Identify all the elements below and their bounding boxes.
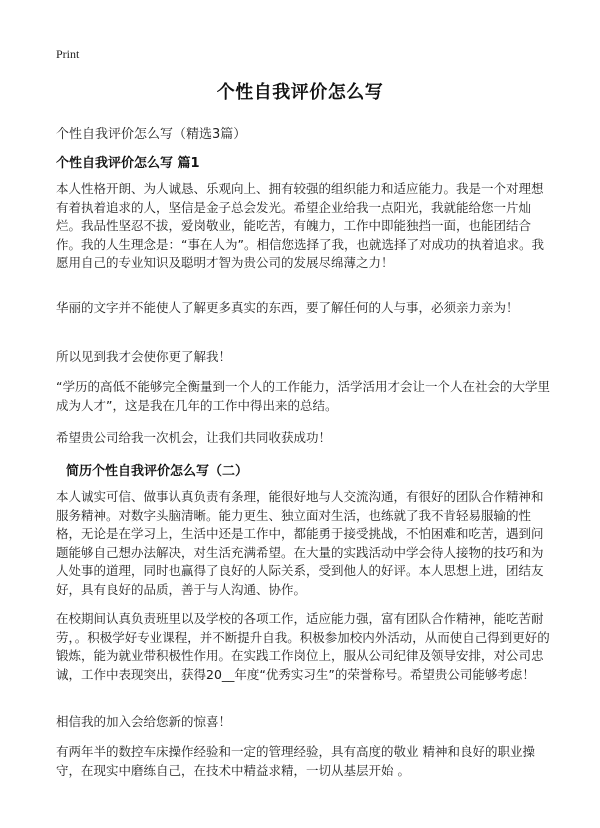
paragraph: 希望贵公司给我一次机会，让我们共同收获成功！ — [56, 430, 332, 445]
section-heading-2: 简历个性自我评价怎么写（二） — [66, 464, 249, 479]
paragraph: 所以见到我才会使你更了解我！ — [56, 349, 232, 364]
paragraph: 在校期间认真负责班里以及学校的各项工作，适应能力强，富有团队合作精神，能吃苦耐劳，。积极学好专业课程，并不断提升自我。积极参加校内外活动，从而使自己得到更好的锻炼，能为就业带积极性作用。在实践工作岗位上，服从公司纪律及领导安排，对公司忠诚，工作中表现突出，获得20__年度“优秀实习生”的荣誉称号。希望贵公司能够考虑！ — [56, 611, 550, 682]
paragraph: “学历的高低不能够完全衡量到一个人的工作能力，活学活用才会让一个人在社会的大学里成为人才”，这是我在几年的工作中得出来的总结。 — [56, 379, 550, 413]
section-heading-1: 个性自我评价怎么写 篇1 — [56, 156, 200, 171]
paragraph: 本人性格开朗、为人诚恳、乐观向上、拥有较强的组织能力和适应能力。我是一个对理想有着执着追求的人，坚信是金子总会发光。希望企业给我一点阳光，我就能给您一片灿烂。我品性坚忍不拔，爱岗敬业，能吃苦，有魄力，工作中即能独挡一面，也能团结合作。我的人生理念是：“事在人为”。相信您选择了我，也就选择了对成功的执着追求。我愿用自己的专业知识及聪明才智为贵公司的发展尽绵薄之力！ — [56, 181, 544, 270]
paragraph: 本人诚实可信、做事认真负责有条理，能很好地与人交流沟通，有很好的团队合作精神和服务精神。对数字头脑清晰。能力更生、独立面对生活，也练就了我不肯轻易服输的性格，无论是在学习上，生活中还是工作中，都能勇于接受挑战，不怕困难和吃苦，遇到问题能够自己想办法解决，对生活充满希望。在大量的实践活动中学会待人接物的技巧和为人处事的道理，同时也赢得了良好的人际关系，受到他人的好评。本人思想上进，团结友好，具有良好的品质，善于与人沟通、协作。 — [56, 489, 544, 597]
paragraph: 有两年半的数控车床操作经验和一定的管理经验，具有高度的敬业 精神和良好的职业操守，在现实中磨练自己，在技术中精益求精，一切从基层开始 。 — [56, 744, 535, 778]
print-label: Print — [56, 47, 80, 61]
paragraph: 相信我的加入会给您新的惊喜！ — [56, 714, 232, 729]
document-title: 个性自我评价怎么写 — [216, 82, 384, 103]
document-subtitle: 个性自我评价怎么写（精选3篇） — [56, 127, 247, 142]
paragraph: 华丽的文字并不能使人了解更多真实的东西，要了解任何的人与事，必须亲力亲为！ — [56, 300, 519, 315]
